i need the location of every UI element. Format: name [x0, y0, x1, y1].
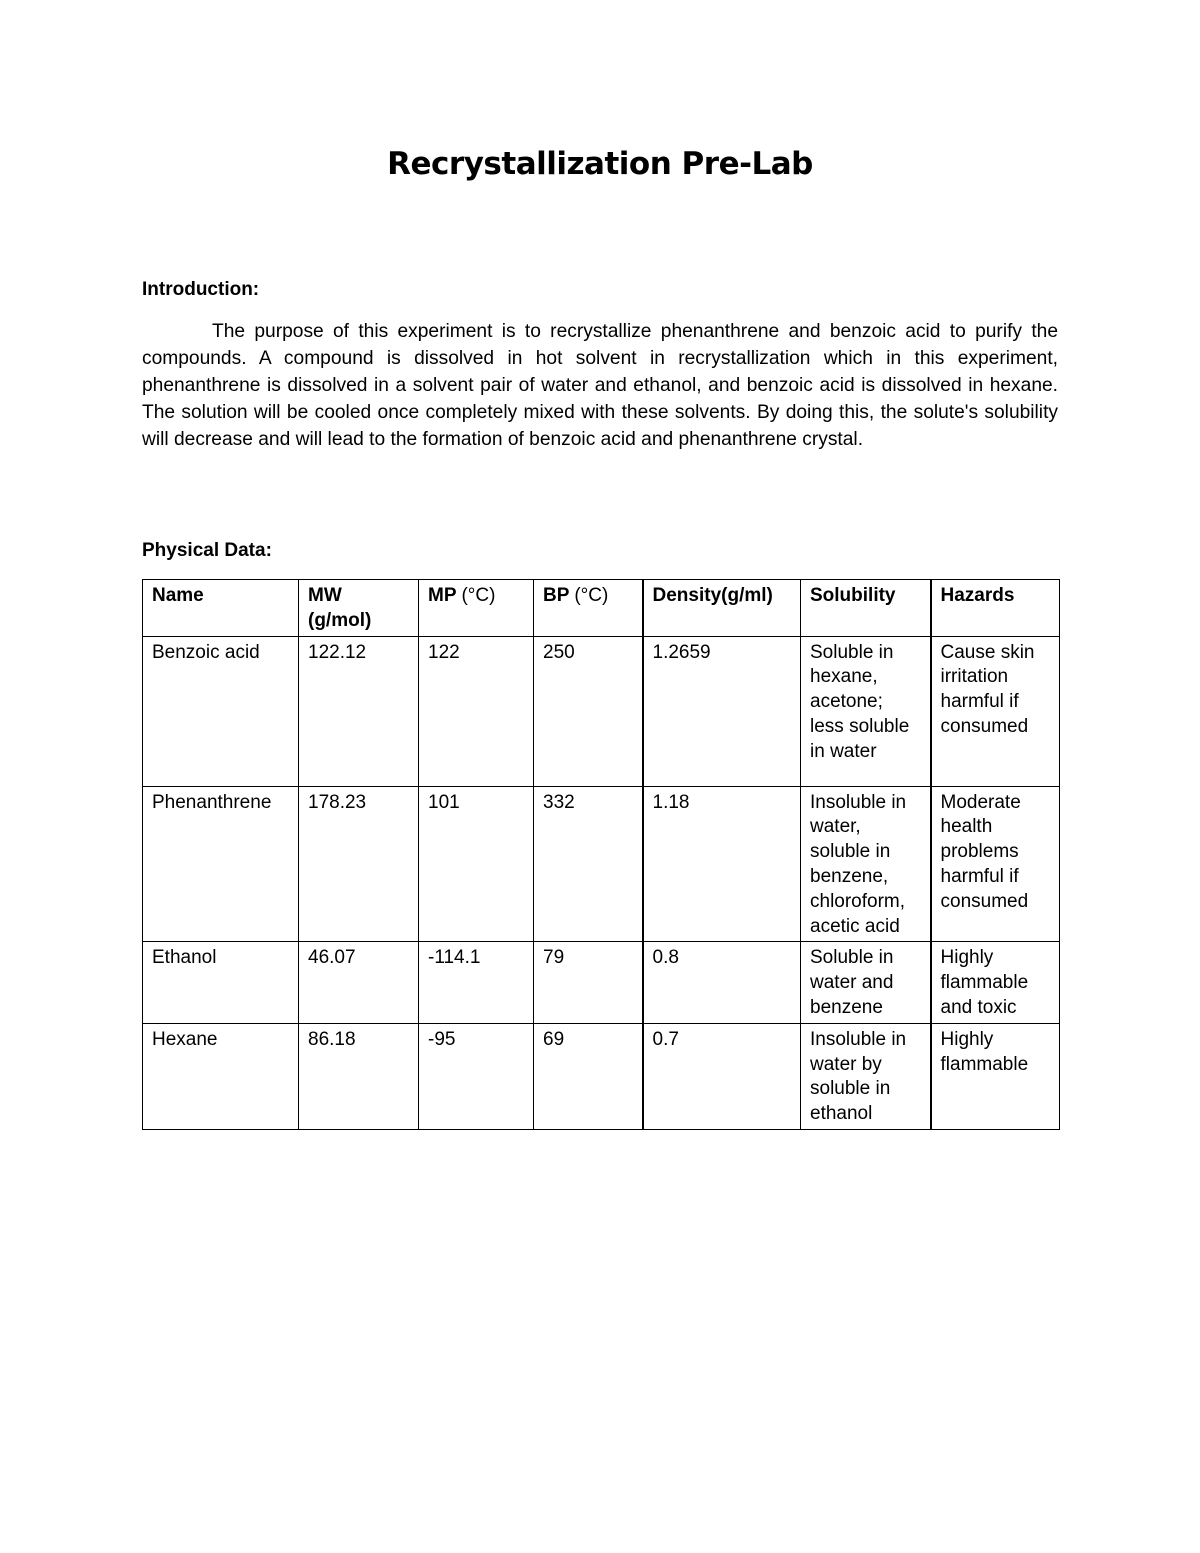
cell-name: Hexane	[143, 1023, 299, 1129]
physical-data-table	[142, 579, 1060, 1130]
cell-mp: -114.1	[419, 942, 534, 1023]
introduction-paragraph: The purpose of this experiment is to recrystallize phenanthrene and benzoic acid to purify the compounds. A compound is dissolved in hot solvent in recrystallization which in this experiment, phenanthrene is dissolved in a solvent pair of water and ethanol, and benzoic acid is dissolved in hexane. The solution will be cooled once completely mixed with these solvents. By doing this, the solute's solubility will decrease and will lead to the formation of benzoic acid and phenanthrene crystal.	[142, 321, 1058, 450]
cell-density: 0.8	[643, 942, 801, 1023]
cell-bp: 69	[534, 1023, 643, 1129]
column-header-mp-label: MP	[428, 585, 457, 606]
table-row	[143, 636, 1060, 786]
cell-name: Phenanthrene	[143, 786, 299, 942]
cell-bp: 332	[534, 786, 643, 942]
cell-solubility: Soluble in water and benzene	[801, 942, 931, 1023]
column-header-bp	[534, 580, 643, 637]
column-header-density: Density(g/ml)	[643, 580, 801, 637]
cell-solubility: Insoluble in water, soluble in benzene, chloroform, acetic acid	[801, 786, 931, 942]
cell-mp: 101	[419, 786, 534, 942]
column-header-mp-unit: (°C)	[461, 585, 496, 606]
column-header-bp-unit: (°C)	[574, 585, 609, 606]
cell-mw: 122.12	[299, 636, 419, 786]
cell-hazards: Highly flammable and toxic	[931, 942, 1060, 1023]
table-row	[143, 942, 1060, 1023]
cell-bp: 250	[534, 636, 643, 786]
cell-name: Benzoic acid	[143, 636, 299, 786]
cell-hazards: Moderate health problems harmful if consumed	[931, 786, 1060, 942]
cell-solubility: Soluble in hexane, acetone; less soluble in water	[801, 636, 931, 786]
table-row	[143, 1023, 1060, 1129]
column-header-name: Name	[143, 580, 299, 637]
cell-hazards: Highly flammable	[931, 1023, 1060, 1129]
cell-solubility: Insoluble in water by soluble in ethanol	[801, 1023, 931, 1129]
column-header-hazards: Hazards	[931, 580, 1060, 637]
cell-mw: 86.18	[299, 1023, 419, 1129]
column-header-solubility: Solubility	[801, 580, 931, 637]
column-header-mw: MW (g/mol)	[299, 580, 419, 637]
column-header-mp	[419, 580, 534, 637]
cell-mp: -95	[419, 1023, 534, 1129]
cell-bp: 79	[534, 942, 643, 1023]
cell-mp: 122	[419, 636, 534, 786]
column-header-bp-label: BP	[543, 585, 570, 606]
cell-density: 0.7	[643, 1023, 801, 1129]
cell-hazards: Cause skin irritation harmful if consumed	[931, 636, 1060, 786]
physical-data-heading: Physical Data:	[142, 540, 272, 561]
cell-density: 1.18	[643, 786, 801, 942]
table-header-row	[143, 580, 1060, 637]
cell-density: 1.2659	[643, 636, 801, 786]
introduction-heading: Introduction:	[142, 279, 260, 300]
cell-mw: 178.23	[299, 786, 419, 942]
cell-mw: 46.07	[299, 942, 419, 1023]
page-title: Recrystallization Pre-Lab	[387, 146, 813, 182]
cell-name: Ethanol	[143, 942, 299, 1023]
table-row	[143, 786, 1060, 942]
